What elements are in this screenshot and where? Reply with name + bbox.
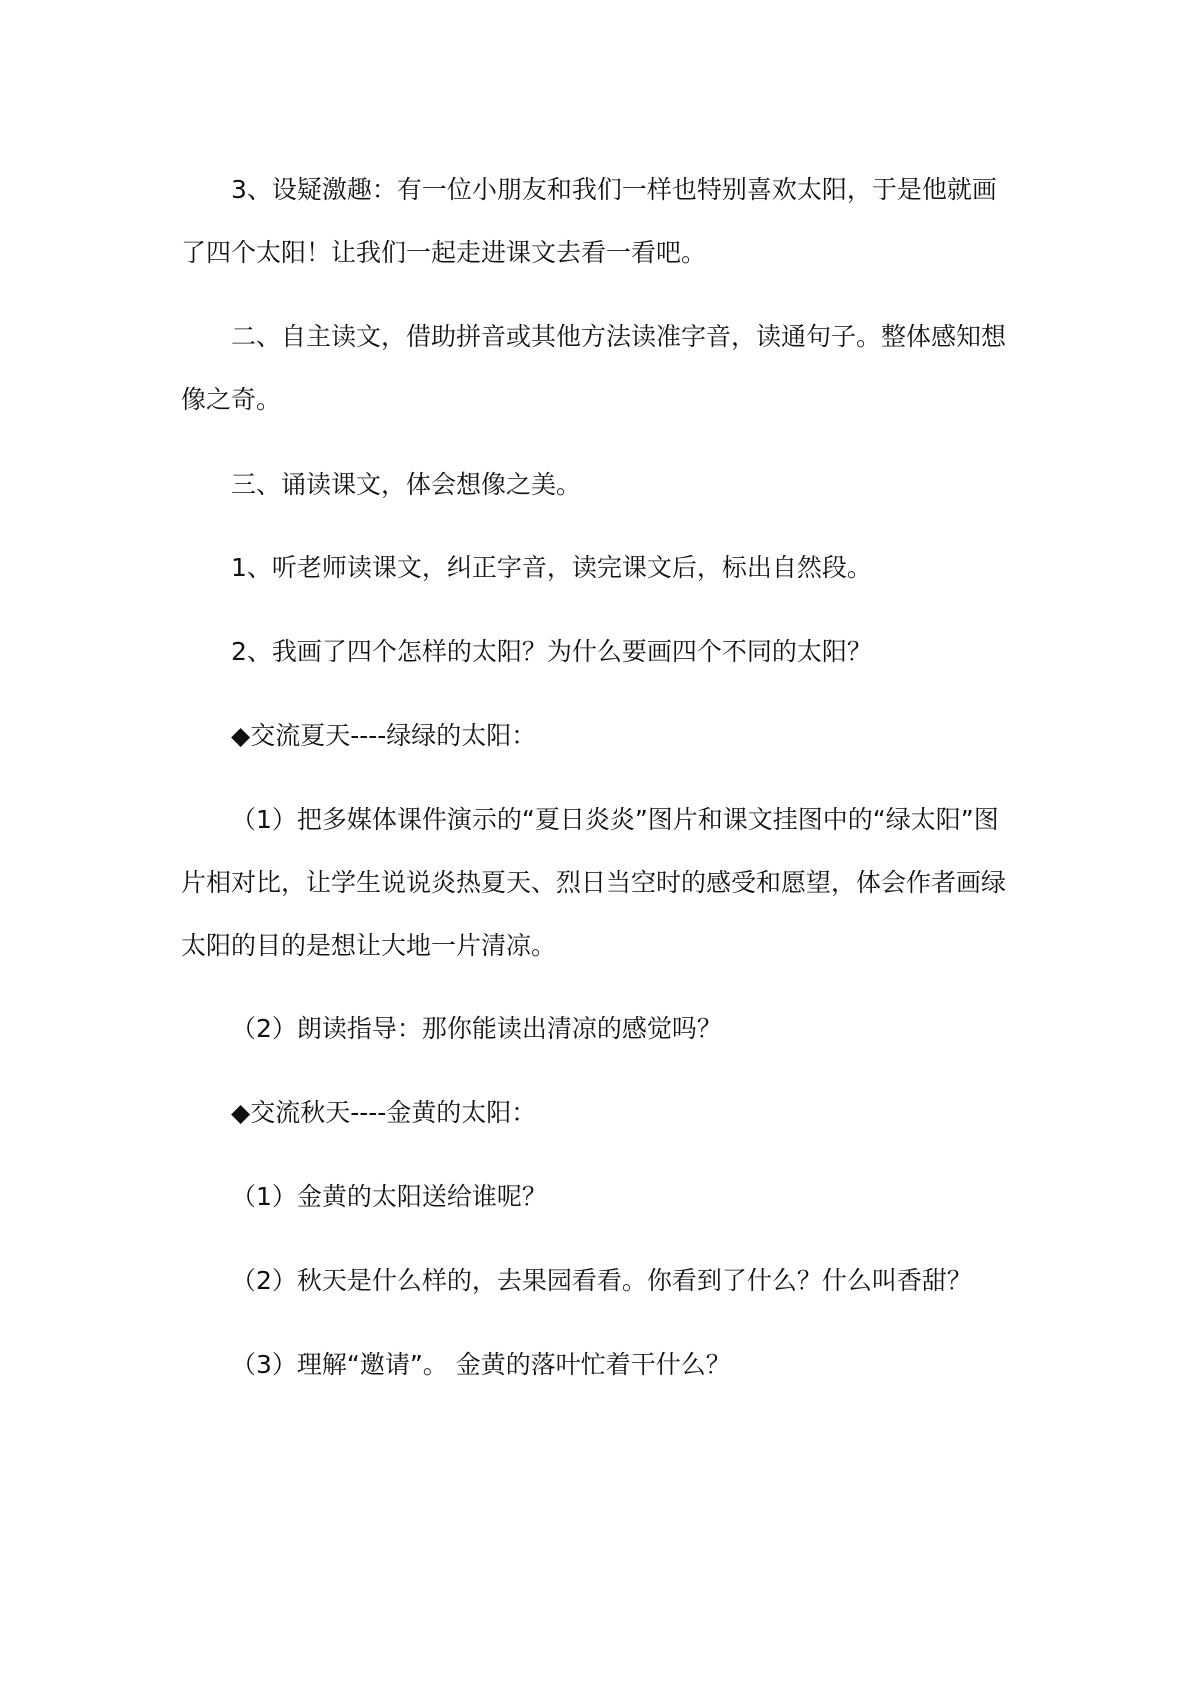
paragraph-4: 1、听老师读课文，纠正字音，读完课文后，标出自然段。 xyxy=(231,553,872,582)
paragraph-8: （2）朗读指导：那你能读出清凉的感觉吗？ xyxy=(231,1014,722,1043)
paragraph-1: 3、设疑激趣：有一位小朋友和我们一样也特别喜欢太阳，于是他就画了四个太阳！让我们一起走进课文去看一看吧。 xyxy=(181,175,997,267)
paragraph-6: ◆交流夏天----绿绿的太阳： xyxy=(231,721,537,750)
paragraph-3: 三、诵读课文，体会想像之美。 xyxy=(231,470,582,499)
paragraph-7: （1）把多媒体课件演示的“夏日炎炎”图片和课文挂图中的“绿太阳”图片相对比，让学生说说炎热夏天、烈日当空时的感受和愿望，体会作者画绿太阳的目的是想让大地一片清凉。 xyxy=(181,805,1007,960)
paragraph-5: 2、我画了四个怎样的太阳？为什么要画四个不同的太阳？ xyxy=(231,637,872,666)
paragraph-2: 二、自主读文，借助拼音或其他方法读准字音，读通句子。整体感知想像之奇。 xyxy=(181,322,1007,414)
paragraph-10: （1）金黄的太阳送给谁呢？ xyxy=(231,1182,547,1211)
paragraph-9: ◆交流秋天----金黄的太阳： xyxy=(231,1098,537,1127)
paragraph-11: （2）秋天是什么样的，去果园看看。你看到了什么？什么叫香甜？ xyxy=(231,1266,972,1295)
paragraph-12: （3）理解“邀请”。 金黄的落叶忙着干什么？ xyxy=(231,1350,731,1379)
